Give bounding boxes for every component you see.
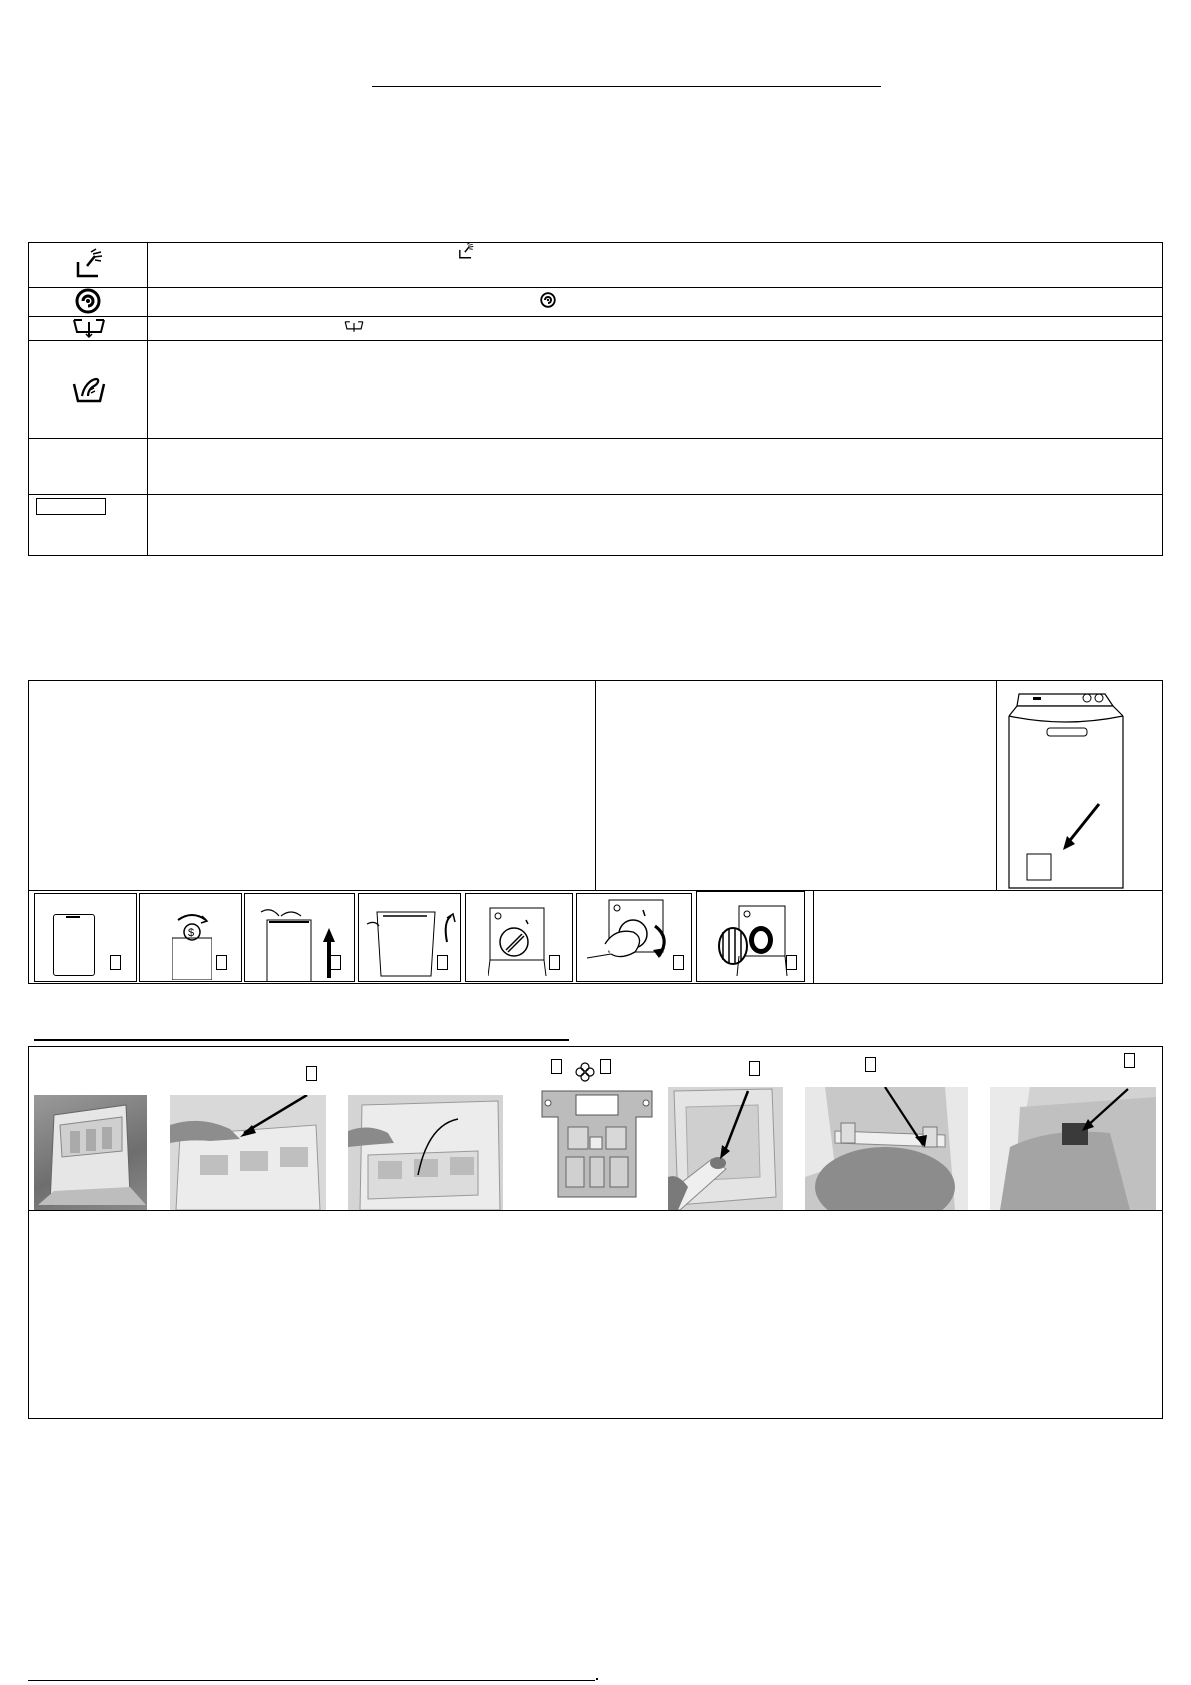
dispenser-photo-2 <box>170 1095 326 1210</box>
filter-divider <box>996 680 997 890</box>
rinse-shower-icon <box>457 242 475 260</box>
step-marker <box>549 955 560 970</box>
empty-rectangle-icon <box>36 498 106 515</box>
dispenser-marker <box>600 1059 611 1074</box>
drain-tub-icon <box>72 318 106 338</box>
dispenser-photo-5 <box>668 1087 783 1210</box>
washing-machine-illustration <box>1005 684 1135 890</box>
rinse-shower-icon <box>74 248 104 280</box>
closed-hatch-icon <box>53 914 95 976</box>
filter-step-1 <box>34 893 137 982</box>
step-marker <box>673 955 684 970</box>
dispenser-marker <box>306 1066 317 1081</box>
dispenser-marker <box>749 1061 760 1076</box>
step-marker <box>786 955 797 970</box>
table-row-line <box>28 316 1163 317</box>
table-row-line <box>28 340 1163 341</box>
coin-rotate-icon <box>172 912 212 980</box>
table-row-line <box>28 287 1163 288</box>
lift-panel-icon <box>251 902 351 982</box>
dispenser-marker <box>551 1059 562 1074</box>
step-marker <box>330 955 341 970</box>
dispenser-photo-6 <box>805 1087 968 1210</box>
dispenser-divider <box>28 1210 1163 1211</box>
dispenser-marker <box>1124 1053 1135 1068</box>
drain-tub-icon <box>344 320 364 333</box>
spin-spiral-icon <box>540 292 556 308</box>
softener-flower-icon <box>575 1062 595 1082</box>
step-marker <box>110 955 121 970</box>
symbols-table <box>28 242 1163 556</box>
handwash-tub-icon <box>72 376 106 404</box>
turn-filter-icon <box>585 898 685 980</box>
step-marker <box>437 955 448 970</box>
dispenser-photo-7 <box>990 1087 1156 1210</box>
table-row-line <box>28 494 1163 495</box>
spin-spiral-icon <box>75 288 101 314</box>
table-row-line <box>28 438 1163 439</box>
symbols-table-divider <box>147 242 148 556</box>
filter-divider <box>595 680 596 890</box>
section-underline <box>34 1039 569 1041</box>
title-underline <box>372 86 881 87</box>
dispenser-marker <box>865 1057 876 1072</box>
filter-row-divider <box>28 890 1163 891</box>
dispenser-photo-3 <box>348 1095 503 1210</box>
svg-text:$: $ <box>188 927 195 939</box>
dispenser-photo-1 <box>34 1095 147 1210</box>
footer-line <box>28 1680 595 1681</box>
pull-panel-icon <box>365 902 460 982</box>
step-marker <box>216 955 227 970</box>
filter-divider <box>813 890 814 984</box>
filter-dial-icon <box>488 906 548 978</box>
dispenser-photo-4 <box>536 1087 658 1210</box>
footer-mark <box>596 1678 598 1680</box>
remove-filter-icon <box>703 904 793 978</box>
